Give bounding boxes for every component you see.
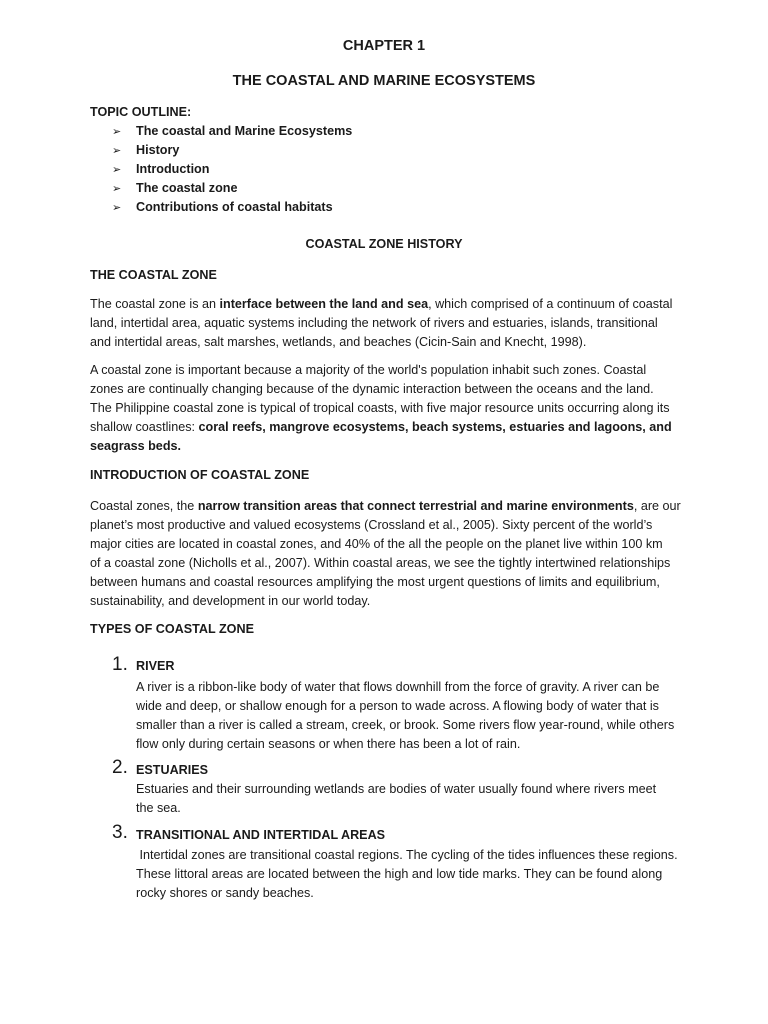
arrow-bullet-icon: ➢ xyxy=(112,183,122,195)
text-span: shallow coastlines: xyxy=(90,420,199,434)
paragraph-line: A coastal zone is important because a majority of the world's population inhabit such zones. Coastal xyxy=(90,363,647,377)
outline-item xyxy=(112,198,352,217)
outline-item-label: The coastal zone xyxy=(136,181,238,195)
text-span: Coastal zones, the xyxy=(90,499,198,513)
estuaries-heading: ESTUARIES xyxy=(136,763,209,777)
list-number: 3. xyxy=(112,822,128,843)
paragraph-line: Estuaries and their surrounding wetlands are bodies of water usually found where rivers meet xyxy=(136,782,657,796)
paragraph-line: These littoral areas are located between the high and low tide marks. They can be found along xyxy=(136,867,663,881)
outline-item xyxy=(112,160,352,179)
coastal-zone-paragraph-2 xyxy=(90,361,690,456)
paragraph-line xyxy=(90,418,690,437)
section-title: COASTAL ZONE HISTORY xyxy=(305,237,463,251)
paragraph-line: and intertidal areas, salt marshes, wetlands, and beaches (Cicin-Sain and Knecht, 1998). xyxy=(90,335,587,349)
outline-item-label: History xyxy=(136,143,180,157)
arrow-bullet-icon: ➢ xyxy=(112,126,122,138)
paragraph-line: the sea. xyxy=(136,801,181,815)
paragraph-line: rocky shores or sandy beaches. xyxy=(136,886,314,900)
introduction-paragraph xyxy=(90,497,690,611)
paragraph-line: sustainability, and development in our world today. xyxy=(90,594,371,608)
paragraph-line: major cities are located in coastal zones, and 40% of the all the people on the planet live within 100 km xyxy=(90,537,663,551)
bold-text: coral reefs, mangrove ecosystems, beach systems, estuaries and lagoons, and xyxy=(198,420,672,434)
bold-text: narrow transition areas that connect terrestrial and marine environments xyxy=(197,499,634,513)
outline-item xyxy=(112,179,352,198)
paragraph-line: land, intertidal area, aquatic systems including the network of rivers and estuaries, islands, transitional xyxy=(90,316,658,330)
paragraph-line: zones are continually changing because of the dynamic interaction between the oceans and the land. xyxy=(90,382,654,396)
paragraph-line: smaller than a river is called a stream, creek, or brook. Some rivers flow year-round, while others xyxy=(136,718,675,732)
bold-text: interface between the land and sea xyxy=(219,297,429,311)
introduction-heading: INTRODUCTION OF COASTAL ZONE xyxy=(90,468,310,482)
page-title: THE COASTAL AND MARINE ECOSYSTEMS xyxy=(232,73,536,89)
arrow-bullet-icon: ➢ xyxy=(112,202,122,214)
paragraph-line xyxy=(90,497,690,516)
estuaries-description xyxy=(136,780,696,818)
chapter-label: CHAPTER 1 xyxy=(342,38,426,54)
paragraph-line: of a coastal zone (Nicholls et al., 2007). Within coastal areas, we see the tightly intertwined relationships xyxy=(90,556,671,570)
transitional-description xyxy=(136,846,696,903)
coastal-zone-paragraph-1 xyxy=(90,295,690,352)
river-description xyxy=(136,678,696,754)
paragraph-line: wide and deep, or shallow enough for a person to wade across. A flowing body of water that is xyxy=(136,699,659,713)
paragraph-line: seagrass beds. xyxy=(90,439,182,453)
outline-item-label: Contributions of coastal habitats xyxy=(136,200,333,214)
arrow-bullet-icon: ➢ xyxy=(112,145,122,157)
text-span: , which comprised of a continuum of coastal xyxy=(428,297,673,311)
text-span: , are our xyxy=(633,499,681,513)
paragraph-line xyxy=(90,295,690,314)
text-span: The coastal zone is an xyxy=(90,297,220,311)
arrow-bullet-icon: ➢ xyxy=(112,164,122,176)
paragraph-line: A river is a ribbon-like body of water that flows downhill from the force of gravity. A river can be xyxy=(136,680,660,694)
paragraph-line: between humans and coastal resources amplifying the most urgent questions of limits and equilibrium, xyxy=(90,575,660,589)
outline-item-label: The coastal and Marine Ecosystems xyxy=(136,124,353,138)
paragraph-line: Intertidal zones are transitional coastal regions. The cycling of the tides influences these regions. xyxy=(136,848,678,862)
paragraph-line: planet’s most productive and valued ecosystems (Crossland et al., 2005). Sixty percent of the world’s xyxy=(90,518,653,532)
outline-item xyxy=(112,141,352,160)
river-heading: RIVER xyxy=(136,659,175,673)
coastal-zone-heading: THE COASTAL ZONE xyxy=(90,268,217,282)
transitional-heading: TRANSITIONAL AND INTERTIDAL AREAS xyxy=(136,828,386,842)
paragraph-line: The Philippine coastal zone is typical of tropical coasts, with five major resource units occurring along its xyxy=(90,401,670,415)
types-heading: TYPES OF COASTAL ZONE xyxy=(90,622,254,636)
topic-outline-label: TOPIC OUTLINE: xyxy=(90,105,192,119)
list-number: 2. xyxy=(112,757,128,778)
outline-item xyxy=(112,122,352,141)
topic-outline-list xyxy=(112,122,352,217)
outline-item-label: Introduction xyxy=(136,162,210,176)
paragraph-line: flow only during certain seasons or when there has been a lot of rain. xyxy=(136,737,521,751)
list-number: 1. xyxy=(112,654,128,675)
